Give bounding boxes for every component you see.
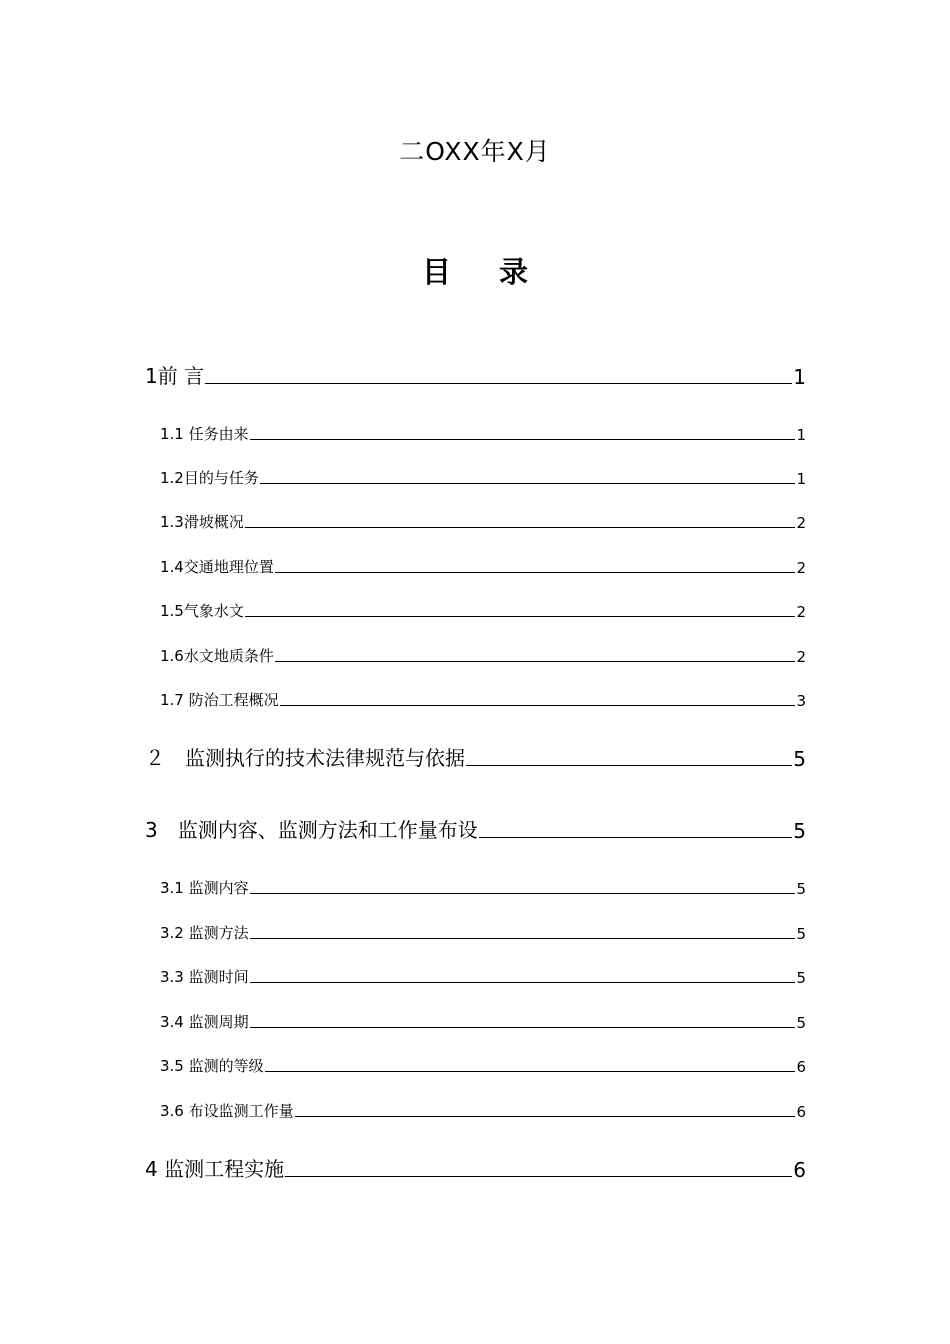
toc-leader-line <box>250 1027 796 1028</box>
toc-entry-label: 1.5气象水文 <box>160 602 244 620</box>
toc-entry[interactable] <box>160 422 806 444</box>
toc-entry-label: 4 监测工程实施 <box>145 1157 285 1181</box>
toc-entry-label: 1.1 任务由来 <box>160 425 249 443</box>
toc-page-number: 5 <box>796 925 806 943</box>
toc-entry[interactable] <box>145 1154 806 1182</box>
toc-page-number: 5 <box>796 1014 806 1032</box>
toc-page-number: 2 <box>796 603 806 621</box>
toc-page-number: 1 <box>796 470 806 488</box>
toc-entry-label: ２ 监测执行的技术法律规范与依据 <box>145 746 465 770</box>
toc-page-number: 6 <box>793 1158 806 1182</box>
toc-entry-label: 1.2目的与任务 <box>160 469 259 487</box>
toc-entry[interactable] <box>160 599 806 621</box>
toc-entry-label: 3 监测内容、监测方法和工作量布设 <box>145 818 478 842</box>
toc-entry[interactable] <box>160 1054 806 1076</box>
toc-leader-line <box>250 439 796 440</box>
toc-page-number: 5 <box>793 747 806 771</box>
toc-page-number: 5 <box>796 880 806 898</box>
toc-leader-line <box>466 765 792 766</box>
toc-entry[interactable] <box>160 644 806 666</box>
toc-entry[interactable] <box>145 815 806 843</box>
toc-page-number: 2 <box>796 559 806 577</box>
toc-leader-line <box>250 938 796 939</box>
toc-entry-label: 1.3滑坡概况 <box>160 513 244 531</box>
toc-entry[interactable] <box>160 555 806 577</box>
toc-entry-label: 3.3 监测时间 <box>160 968 249 986</box>
toc-entry[interactable] <box>160 688 806 710</box>
document-date: 二OXX年X月 <box>399 137 551 166</box>
toc-entry[interactable] <box>160 1099 806 1121</box>
toc-title: 目录 <box>421 255 576 289</box>
toc-page-number: 5 <box>796 969 806 987</box>
toc-entry-label: 3.5 监测的等级 <box>160 1057 264 1075</box>
toc-page-number: 5 <box>793 819 806 843</box>
toc-entry-label: 3.2 监测方法 <box>160 924 249 942</box>
toc-entry[interactable] <box>160 1010 806 1032</box>
toc-leader-line <box>479 837 793 838</box>
toc-page-number: 3 <box>796 692 806 710</box>
toc-page-number: 1 <box>796 426 806 444</box>
toc-page-number: 6 <box>796 1058 806 1076</box>
toc-entry[interactable] <box>160 510 806 532</box>
toc-entry-label: 3.6 布设监测工作量 <box>160 1102 294 1120</box>
toc-page-number: 2 <box>796 514 806 532</box>
toc-entry[interactable] <box>160 921 806 943</box>
toc-leader-line <box>285 1176 792 1177</box>
toc-leader-line <box>250 982 796 983</box>
toc-leader-line <box>260 483 796 484</box>
toc-leader-line <box>205 383 792 384</box>
toc-leader-line <box>265 1071 796 1072</box>
toc-leader-line <box>275 661 796 662</box>
toc-leader-line <box>250 893 796 894</box>
toc-leader-line <box>245 616 796 617</box>
toc-entry[interactable] <box>160 965 806 987</box>
toc-entry-label: 1.6水文地质条件 <box>160 647 274 665</box>
toc-leader-line <box>245 527 796 528</box>
toc-entry-label: 1.7 防治工程概况 <box>160 691 279 709</box>
toc-leader-line <box>280 705 796 706</box>
toc-page-number: 2 <box>796 648 806 666</box>
toc-entry-label: 1.4交通地理位置 <box>160 558 274 576</box>
toc-page-number: 6 <box>796 1103 806 1121</box>
toc-leader-line <box>275 572 796 573</box>
toc-entry-label: 1前 言 <box>145 364 205 388</box>
toc-entry[interactable] <box>145 361 806 389</box>
toc-entry[interactable] <box>145 743 806 771</box>
toc-page-number: 1 <box>793 365 806 389</box>
toc-entry-label: 3.4 监测周期 <box>160 1013 249 1031</box>
toc-entry[interactable] <box>160 876 806 898</box>
toc-entry-label: 3.1 监测内容 <box>160 879 249 897</box>
toc-leader-line <box>295 1116 796 1117</box>
toc-entry[interactable] <box>160 466 806 488</box>
